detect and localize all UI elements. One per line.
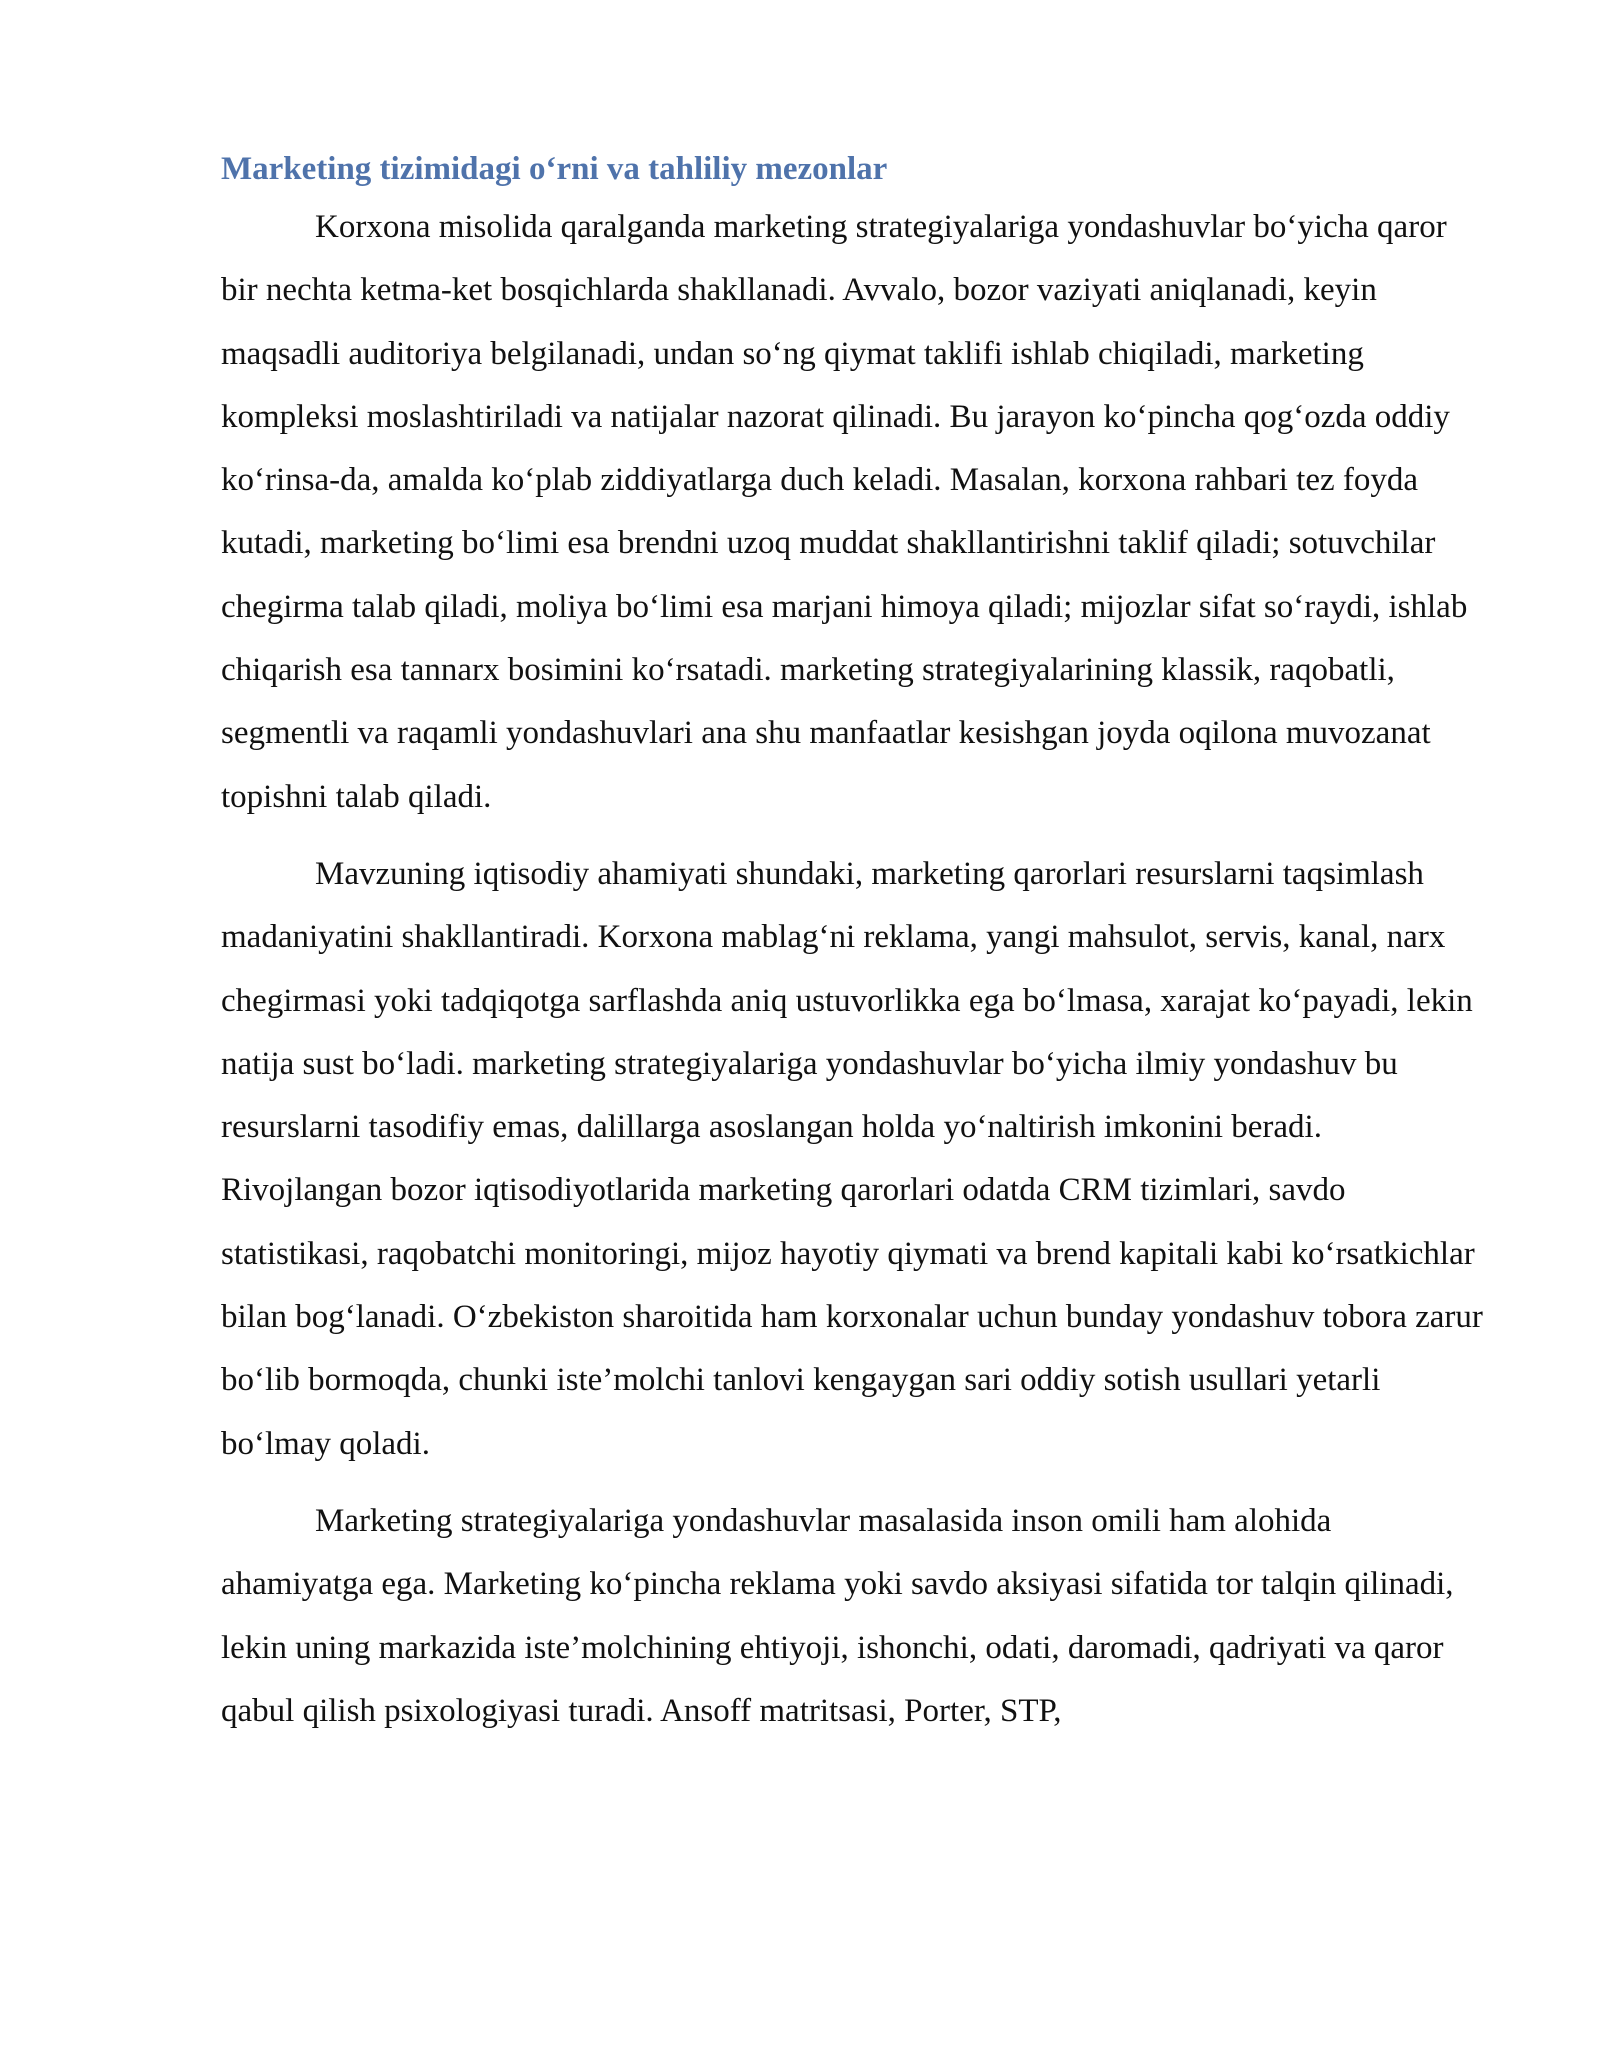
section-heading: Marketing tizimidagi o‘rni va tahliliy mezonlar xyxy=(221,151,888,187)
paragraph-1: Korxona misolida qaralganda marketing strategiyalariga yondashuvlar bo‘yicha qaror bir nechta ketma-ket bosqichlarda shakllanadi. Avvalo, bozor vaziyati aniqlanadi, keyin maqsadli auditoriya belgilanadi, undan so‘ng qiymat taklifi ishlab chiqiladi, marketing kompleksi moslashtiriladi va natijalar nazorat qilinadi. Bu jarayon ko‘pincha qog‘ozda oddiy ko‘rinsa-da, amalda ko‘plab ziddiyatlarga duch keladi. Masalan, korxona rahbari tez foyda kutadi, marketing bo‘limi esa brendni uzoq muddat shakllantirishni taklif qiladi; sotuvchilar chegirma talab qiladi, moliya bo‘limi esa marjani himoya qiladi; mijozlar sifat so‘raydi, ishlab chiqarish esa tannarx bosimini ko‘rsatadi. marketing strategiyalarining klassik, raqobatli, segmentli va raqamli yondashuvlari ana shu manfaatlar kesishgan joyda oqilona muvozanat topishni talab qiladi. xyxy=(221,209,1468,815)
document-page xyxy=(221,146,1483,1757)
paragraph-2: Mavzuning iqtisodiy ahamiyati shundaki, marketing qarorlari resurslarni taqsimlash madaniyatini shakllantiradi. Korxona mablag‘ni reklama, yangi mahsulot, servis, kanal, narx chegirmasi yoki tadqiqotga sarflashda aniq ustuvorlikka ega bo‘lmasa, xarajat ko‘payadi, lekin natija sust bo‘ladi. marketing strategiyalariga yondashuvlar bo‘yicha ilmiy yondashuv bu resurslarni tasodifiy emas, dalillarga asoslangan holda yo‘naltirish imkonini beradi. Rivojlangan bozor iqtisodiyotlarida marketing qarorlari odatda CRM tizimlari, savdo statistikasi, raqobatchi monitoringi, mijoz hayotiy qiymati va brend kapitali kabi ko‘rsatkichlar bilan bog‘lanadi. O‘zbekiston sharoitida ham korxonalar uchun bunday yondashuv tobora zarur bo‘lib bormoqda, chunki iste’molchi tanlovi kengaygan sari oddiy sotish usullari yetarli bo‘lmay qoladi. xyxy=(221,855,1483,1462)
paragraph-3: Marketing strategiyalariga yondashuvlar masalasida inson omili ham alohida ahamiyatga ega. Marketing ko‘pincha reklama yoki savdo aksiyasi sifatida tor talqin qilinadi, lekin uning markazida iste’molchining ehtiyoji, ishonchi, odati, daromadi, qadriyati va qaror qabul qilish psixologiyasi turadi. Ansoff matritsasi, Porter, STP, xyxy=(221,1502,1454,1729)
